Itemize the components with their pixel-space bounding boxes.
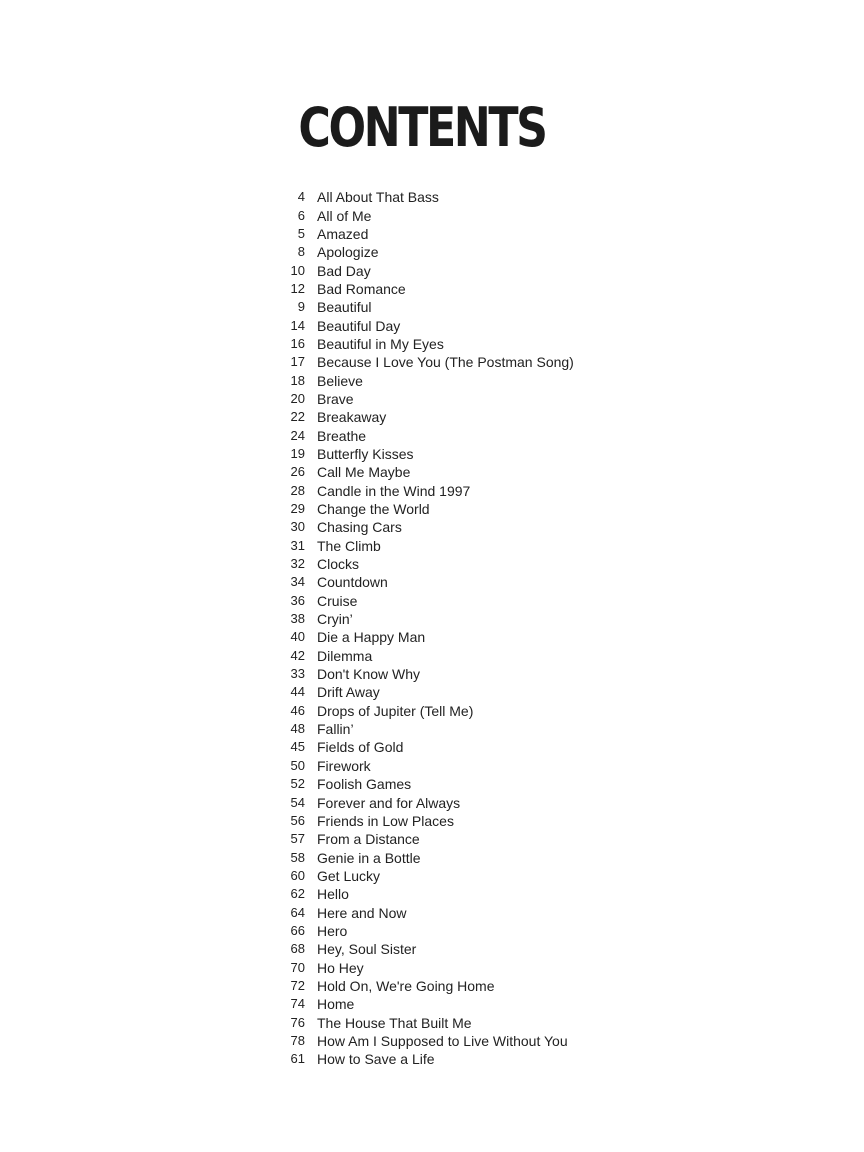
toc-entry: [0, 610, 574, 628]
toc-entry: [0, 243, 574, 261]
toc-entry: [0, 225, 574, 243]
toc-page-number: 32: [290, 556, 305, 572]
toc-page-number: 64: [290, 904, 305, 920]
toc-entry: [0, 720, 574, 738]
toc-page-number: 34: [290, 574, 305, 590]
toc-song-title: Apologize: [317, 244, 379, 261]
toc-song-title: Chasing Cars: [317, 519, 402, 536]
toc-entry: [0, 665, 574, 683]
toc-entry: [0, 206, 574, 224]
toc-page-number: 72: [290, 977, 305, 993]
toc-song-title: Dilemma: [317, 647, 373, 664]
toc-song-title: All of Me: [317, 207, 372, 224]
toc-song-title: Hey, Soul Sister: [317, 941, 417, 958]
toc-entry: [0, 518, 574, 536]
toc-entry: [0, 848, 574, 866]
toc-song-title: Get Lucky: [317, 867, 381, 884]
toc-entry: [0, 1050, 574, 1068]
toc-song-title: Forever and for Always: [317, 794, 461, 811]
toc-entry: [0, 922, 574, 940]
toc-song-title: Foolish Games: [317, 776, 412, 793]
toc-entry: [0, 1032, 574, 1050]
toc-page-number: 62: [290, 886, 305, 902]
toc-song-title: Fields of Gold: [317, 739, 404, 756]
toc-entry: [0, 940, 574, 958]
toc-song-title: Drift Away: [317, 684, 380, 701]
toc-entry: [0, 812, 574, 830]
toc-page-number: 45: [290, 739, 305, 755]
toc-entry: [0, 426, 574, 444]
toc-entry: [0, 280, 574, 298]
toc-page-number: 28: [290, 482, 305, 498]
toc-page-number: 17: [290, 354, 305, 370]
toc-entry: [0, 775, 574, 793]
toc-song-title: Home: [317, 996, 355, 1013]
toc-page-number: 60: [290, 867, 305, 883]
toc-page-number: 40: [290, 629, 305, 645]
toc-entry: [0, 592, 574, 610]
toc-song-title: Because I Love You (The Postman Song): [317, 354, 574, 371]
toc-song-title: Beautiful in My Eyes: [317, 335, 444, 352]
toc-page-number: 6: [297, 207, 305, 223]
toc-entry: [0, 903, 574, 921]
toc-song-title: All About That Bass: [317, 189, 439, 206]
toc-song-title: Beautiful: [317, 299, 372, 316]
toc-page-number: 18: [290, 372, 305, 388]
toc-entry: [0, 445, 574, 463]
toc-entry: [0, 482, 574, 500]
toc-song-title: Butterfly Kisses: [317, 445, 414, 462]
toc-page-number: 74: [290, 996, 305, 1012]
toc-song-title: Breakaway: [317, 409, 387, 426]
toc-song-title: Amazed: [317, 225, 369, 242]
toc-entry: [0, 371, 574, 389]
toc-song-title: Cryin’: [317, 611, 353, 628]
page-title: CONTENTS: [298, 96, 546, 159]
toc-entry: [0, 757, 574, 775]
toc-page-number: 4: [297, 189, 305, 205]
toc-entry: [0, 995, 574, 1013]
toc-page-number: 61: [290, 1051, 305, 1067]
toc-entry: [0, 500, 574, 518]
toc-page-number: 30: [290, 519, 305, 535]
toc-song-title: Cruise: [317, 592, 358, 609]
toc-page-number: 9: [297, 299, 305, 315]
toc-entry: [0, 335, 574, 353]
toc-song-title: How to Save a Life: [317, 1051, 435, 1068]
toc-page-number: 8: [297, 244, 305, 260]
toc-song-title: Friends in Low Places: [317, 812, 454, 829]
toc-song-title: Candle in the Wind 1997: [317, 482, 471, 499]
toc-page-number: 56: [290, 812, 305, 828]
toc-song-title: Bad Romance: [317, 280, 406, 297]
toc-song-title: Ho Hey: [317, 959, 364, 976]
toc-page-number: 76: [290, 1014, 305, 1030]
toc-song-title: Breathe: [317, 427, 367, 444]
toc-page-number: 26: [290, 464, 305, 480]
toc-entry: [0, 867, 574, 885]
toc-page-number: 42: [290, 647, 305, 663]
toc-entry: [0, 958, 574, 976]
toc-entry: [0, 830, 574, 848]
toc-song-title: Believe: [317, 372, 363, 389]
toc-song-title: Clocks: [317, 556, 360, 573]
toc-song-title: From a Distance: [317, 831, 420, 848]
toc-entry: [0, 261, 574, 279]
toc-page-number: 10: [290, 262, 305, 278]
toc-page-number: 48: [290, 721, 305, 737]
toc-song-title: Hold On, We're Going Home: [317, 977, 495, 994]
toc-song-title: Bad Day: [317, 262, 371, 279]
toc-song-title: Call Me Maybe: [317, 464, 411, 481]
toc-song-title: The House That Built Me: [317, 1014, 472, 1031]
toc-page-number: 29: [290, 501, 305, 517]
toc-entry: [0, 188, 574, 206]
toc-entry: [0, 408, 574, 426]
toc-song-title: The Climb: [317, 537, 381, 554]
toc-entry: [0, 463, 574, 481]
toc-entry: [0, 390, 574, 408]
toc-page-number: 66: [290, 922, 305, 938]
toc-entry: [0, 1013, 574, 1031]
toc-song-title: How Am I Supposed to Live Without You: [317, 1032, 568, 1049]
toc-entry: [0, 353, 574, 371]
toc-song-title: Genie in a Bottle: [317, 849, 421, 866]
toc-entry: [0, 793, 574, 811]
contents-list: [0, 188, 574, 1069]
toc-page-number: 16: [290, 335, 305, 351]
toc-song-title: Fallin’: [317, 721, 354, 738]
toc-page-number: 68: [290, 941, 305, 957]
toc-page-number: 78: [290, 1032, 305, 1048]
toc-song-title: Hello: [317, 886, 349, 903]
toc-entry: [0, 977, 574, 995]
toc-page-number: 36: [290, 592, 305, 608]
toc-song-title: Drops of Jupiter (Tell Me): [317, 702, 474, 719]
toc-song-title: Beautiful Day: [317, 317, 401, 334]
toc-page-number: 57: [290, 831, 305, 847]
toc-song-title: Hero: [317, 922, 348, 939]
toc-song-title: Change the World: [317, 501, 430, 518]
toc-song-title: Don't Know Why: [317, 666, 421, 683]
toc-page-number: 5: [297, 225, 305, 241]
toc-page-number: 38: [290, 611, 305, 627]
toc-page-number: 54: [290, 794, 305, 810]
toc-song-title: Here and Now: [317, 904, 407, 921]
toc-page-number: 22: [290, 409, 305, 425]
toc-song-title: Die a Happy Man: [317, 629, 426, 646]
toc-entry: [0, 885, 574, 903]
toc-page-number: 33: [290, 666, 305, 682]
toc-page-number: 44: [290, 684, 305, 700]
toc-page-number: 19: [290, 445, 305, 461]
toc-song-title: Brave: [317, 390, 354, 407]
toc-entry: [0, 738, 574, 756]
toc-page-number: 12: [290, 280, 305, 296]
toc-page-number: 52: [290, 776, 305, 792]
toc-page-number: 24: [290, 427, 305, 443]
toc-page-number: 58: [290, 849, 305, 865]
toc-entry: [0, 683, 574, 701]
toc-song-title: Countdown: [317, 574, 388, 591]
toc-entry: [0, 702, 574, 720]
toc-entry: [0, 628, 574, 646]
toc-entry: [0, 537, 574, 555]
toc-page-number: 50: [290, 757, 305, 773]
toc-page-number: 46: [290, 702, 305, 718]
toc-page-number: 20: [290, 390, 305, 406]
toc-song-title: Firework: [317, 757, 371, 774]
toc-entry: [0, 298, 574, 316]
toc-page-number: 31: [290, 537, 305, 553]
toc-page-number: 14: [290, 317, 305, 333]
toc-entry: [0, 647, 574, 665]
toc-entry: [0, 573, 574, 591]
toc-entry: [0, 555, 574, 573]
toc-page-number: 70: [290, 959, 305, 975]
toc-entry: [0, 316, 574, 334]
